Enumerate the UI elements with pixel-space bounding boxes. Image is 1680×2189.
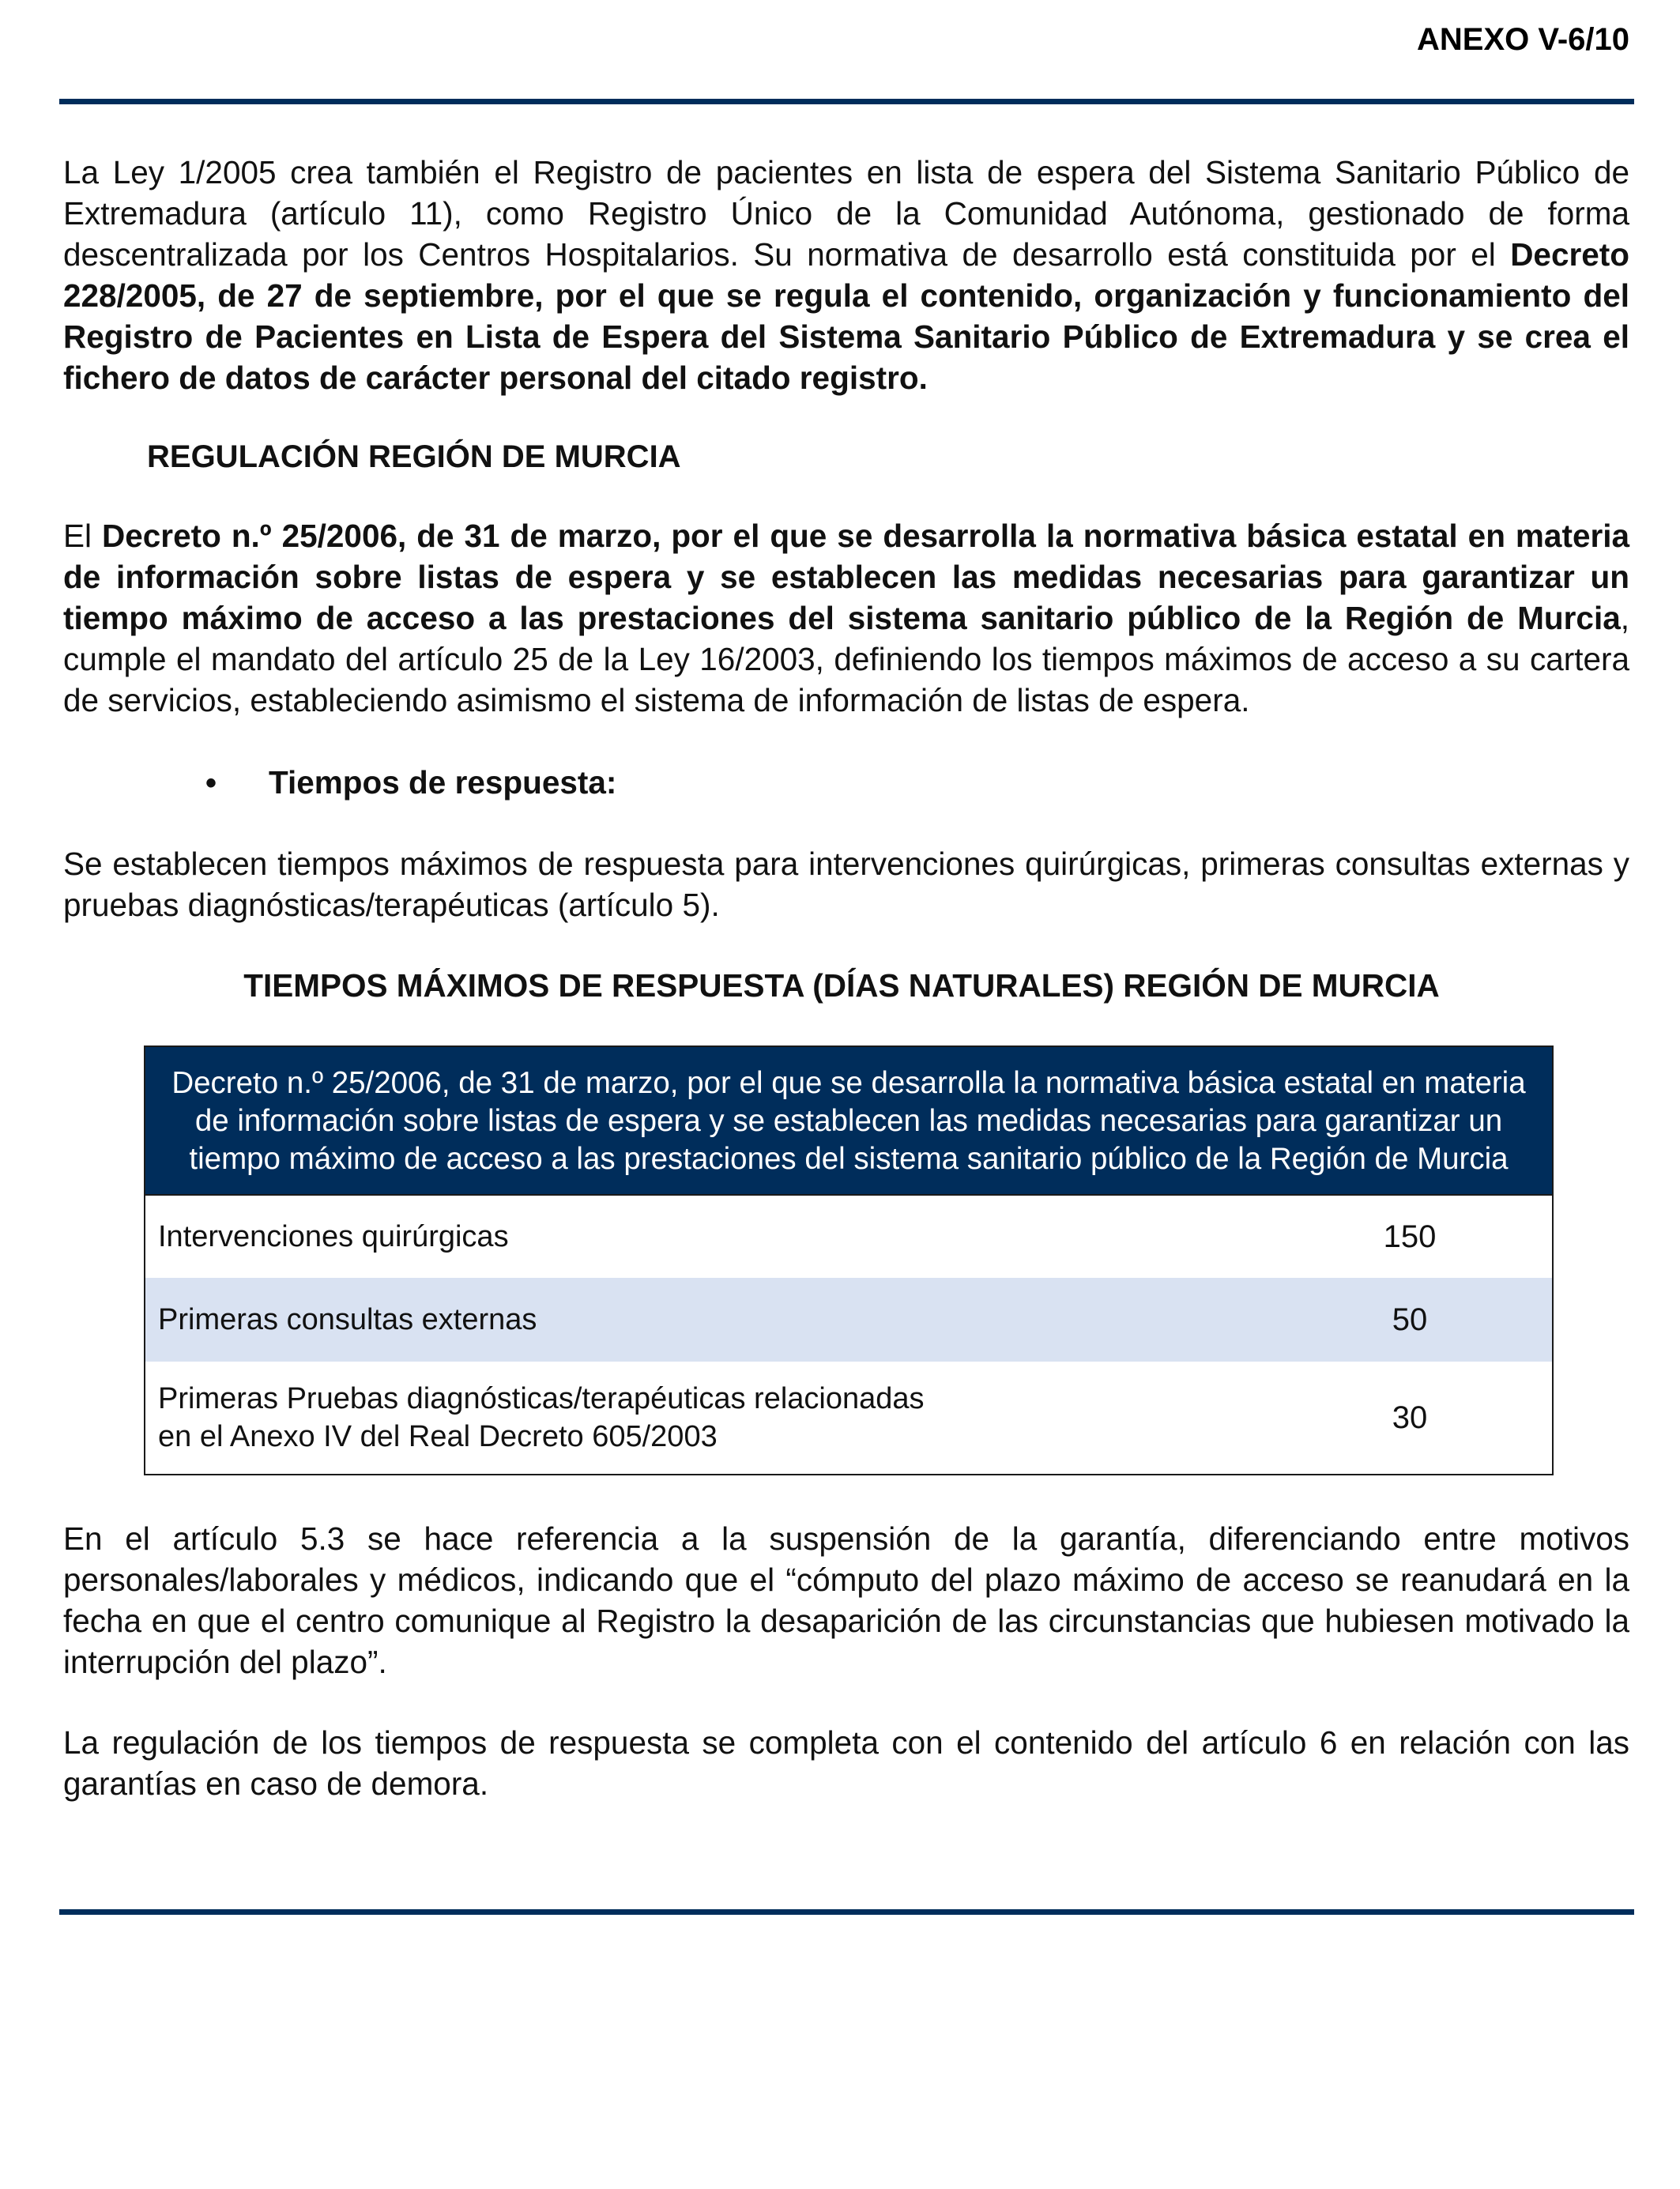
bottom-rule <box>59 1909 1634 1915</box>
row-label: Primeras consultas externas <box>158 1303 537 1336</box>
table-header: Decreto n.º 25/2006, de 31 de marzo, por el que se desarrolla la normativa básica estatal en materia de información sobre listas de espera y se establecen las medidas necesarias para garantizar un tiempo máximo de acceso a las prestaciones del sistema sanitario público de la Región de Murcia <box>145 1047 1552 1196</box>
row-value: 30 <box>1392 1400 1428 1435</box>
row-label-line: en el Anexo IV del Real Decreto 605/2003 <box>158 1420 718 1453</box>
table-row <box>145 1362 1552 1474</box>
table-row <box>145 1196 1552 1278</box>
decree-25-title: Decreto n.º 25/2006, de 31 de marzo, por el que se desarrolla la normativa básica estatal en materia de información sobre listas de espera y se establecen las medidas necesarias para garantizar un tiempo máximo de acceso a las prestaciones del sistema sanitario público de la Región de Murcia <box>63 518 1630 636</box>
paragraph-article-6: La regulación de los tiempos de respuesta se completa con el contenido del artículo 6 en relación con las garantías en caso de demora. <box>63 1724 1629 1802</box>
row-value: 50 <box>1392 1302 1428 1337</box>
table-row <box>145 1278 1552 1362</box>
paragraph-extremadura <box>63 152 1629 398</box>
response-times-table <box>144 1046 1554 1475</box>
bullet-item <box>205 762 1629 804</box>
row-label <box>145 1380 1268 1456</box>
paragraph-text: La Ley 1/2005 crea también el Registro de pacientes en lista de espera del Sistema Sanitario Público de Extremadura (artículo 11), como Registro Único de la Comunidad Autónoma, gestionado de forma descentralizada por los Centros Hospitalarios. Su normativa de desarrollo está constituida por el <box>63 154 1629 273</box>
top-rule <box>59 99 1634 104</box>
table-title: TIEMPOS MÁXIMOS DE RESPUESTA (DÍAS NATURALES) REGIÓN DE MURCIA <box>243 967 1440 1004</box>
page-label: ANEXO V-6/10 <box>1416 22 1629 57</box>
row-label: Intervenciones quirúrgicas <box>158 1220 509 1253</box>
bullet-icon: • <box>205 766 217 801</box>
paragraph-text: , cumple el mandato del artículo 25 de la Ley 16/2003, definiendo los tiempos máximos de acceso a su cartera de servicios, estableciendo asimismo el sistema de información de listas de espera. <box>63 600 1629 718</box>
row-value: 150 <box>1383 1219 1437 1254</box>
paragraph-lead: El <box>63 518 103 554</box>
row-label-line: Primeras Pruebas diagnósticas/terapéuticas relacionadas <box>158 1382 925 1415</box>
paragraph-article-5-3: En el artículo 5.3 se hace referencia a la suspensión de la garantía, diferenciando entre motivos personales/laborales y médicos, indicando que el “cómputo del plazo máximo de acceso se reanudará en la fecha en que el centro comunique al Registro la desaparición de las circunstancias que hubiesen motivado la interrupción del plazo”. <box>63 1520 1629 1680</box>
section-heading: REGULACIÓN REGIÓN DE MURCIA <box>147 439 681 474</box>
bullet-label: Tiempos de respuesta: <box>269 764 617 801</box>
document-body <box>63 152 1629 1804</box>
paragraph-response-times: Se establecen tiempos máximos de respuesta para intervenciones quirúrgicas, primeras consultas externas y pruebas diagnósticas/terapéuticas (artículo 5). <box>63 846 1629 923</box>
paragraph-murcia-decree <box>63 515 1629 721</box>
decree-228-title: Decreto 228/2005, de 27 de septiembre, por el que se regula el contenido, organización y funcionamiento del Registro de Pacientes en Lista de Espera del Sistema Sanitario Público de Extremadura y se crea el fichero de datos de carácter personal del citado registro. <box>63 236 1629 396</box>
